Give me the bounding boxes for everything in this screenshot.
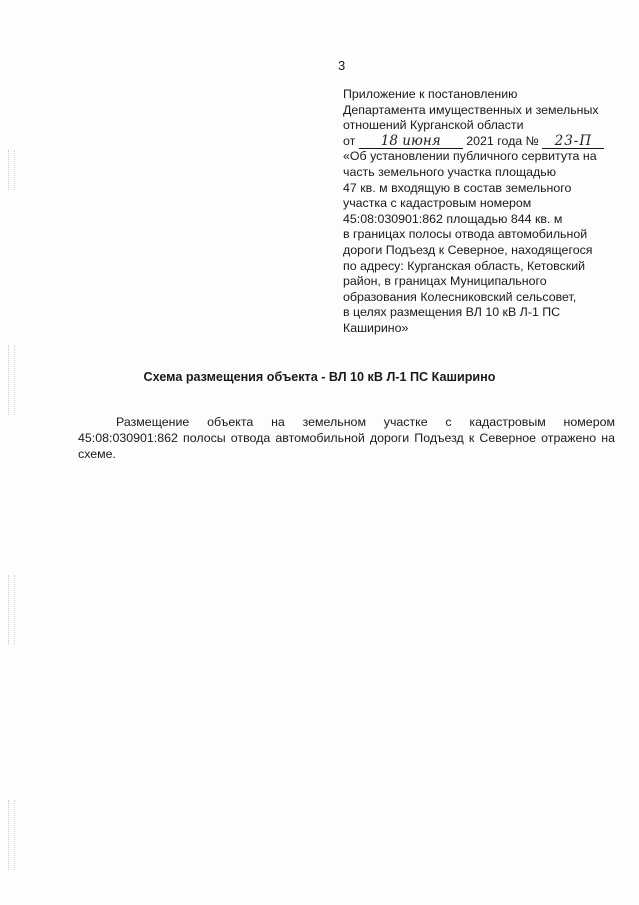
appendix-line: район, в границах Муниципального [343, 274, 547, 289]
handwritten-date: 18 июня [359, 135, 463, 149]
scan-artifact [8, 800, 15, 870]
appendix-block [343, 87, 618, 337]
handwritten-number: 23-П [542, 135, 604, 149]
body-paragraph: Размещение объекта на земельном участке с кадастровым номером 45:08:030901:862 полосы отвода автомобильной дороги Подъезд к Северное отражено на схеме. [78, 415, 615, 462]
document-heading: Схема размещения объекта - ВЛ 10 кВ Л-1 ПС Каширино [143, 370, 496, 384]
appendix-line: «Об установлении публичного сервитута на [343, 149, 597, 164]
appendix-line: дороги Подъезд к Северное, находящегося [343, 242, 593, 257]
appendix-line: Каширино» [343, 320, 409, 335]
scan-artifact [8, 575, 15, 645]
appendix-line: 45:08:030901:862 площадью 844 кв. м [343, 211, 563, 226]
appendix-line: 47 кв. м входящую в состав земельного [343, 180, 572, 195]
appendix-line: образования Колесниковский сельсовет, [343, 289, 577, 304]
appendix-line: в целях размещения ВЛ 10 кВ Л-1 ПС [343, 305, 561, 320]
appendix-line: по адресу: Курганская область, Кетовский [343, 258, 586, 273]
appendix-line: в границах полосы отвода автомобильной [343, 227, 588, 242]
page-number: 3 [338, 58, 346, 73]
date-line [343, 134, 618, 150]
appendix-line: Приложение к постановлению [343, 87, 518, 101]
date-prefix: от [343, 133, 356, 148]
appendix-line: участка с кадастровым номером [343, 196, 532, 211]
appendix-line: Департамента имущественных и земельных [343, 102, 599, 117]
scan-artifact [8, 150, 15, 190]
appendix-line: отношений Курганской области [343, 118, 524, 133]
appendix-line: часть земельного участка площадью [343, 164, 557, 179]
year-text: 2021 года № [466, 133, 539, 148]
